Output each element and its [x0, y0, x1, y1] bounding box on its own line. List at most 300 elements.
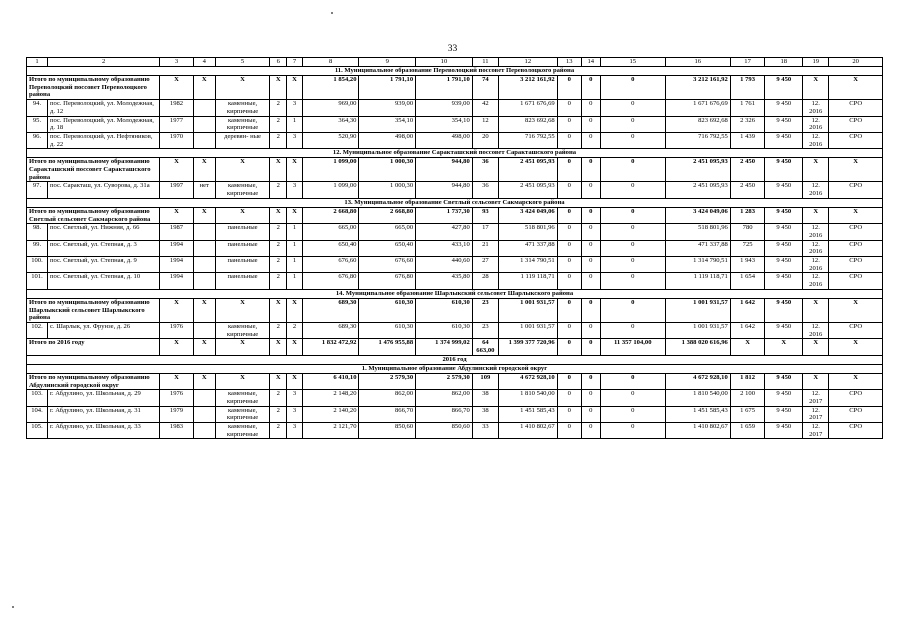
total-cell: X: [829, 339, 883, 355]
data-cell: 866,70: [416, 406, 473, 422]
total-cell: 1 374 999,02: [416, 339, 473, 355]
table-row: [27, 132, 883, 148]
section-title: 11. Муниципальное образование Переволоцкий поссовет Переволоцкого района: [27, 67, 883, 76]
data-cell: 1 642: [730, 322, 765, 338]
total-cell: X: [287, 158, 303, 182]
total-cell: 0: [581, 158, 600, 182]
column-number: 15: [600, 58, 665, 67]
total-cell: X: [829, 207, 883, 223]
total-cell: X: [270, 373, 287, 389]
data-cell: 520,90: [302, 132, 359, 148]
total-cell: 3 424 049,06: [498, 207, 557, 223]
table-row: [27, 423, 883, 439]
total-label: Итого по муниципальному образованию Шарлыкский сельсовет Шарлыкского района: [27, 298, 160, 322]
total-cell: X: [215, 158, 270, 182]
data-cell: [193, 224, 215, 240]
row-number: 105.: [27, 423, 48, 439]
data-cell: 1: [287, 257, 303, 273]
data-cell: 2 140,20: [302, 406, 359, 422]
total-cell: 3 212 161,92: [665, 76, 730, 100]
total-cell: 2 450: [730, 158, 765, 182]
total-cell: X: [270, 158, 287, 182]
data-cell: 2 100: [730, 390, 765, 406]
scan-speck: [12, 606, 14, 608]
data-cell: 665,00: [302, 224, 359, 240]
total-cell: 2 579,30: [416, 373, 473, 389]
data-cell: 2 326: [730, 116, 765, 132]
column-number: 14: [581, 58, 600, 67]
total-cell: 2 668,80: [359, 207, 416, 223]
data-cell: каменные, кирпичные: [215, 100, 270, 116]
table-row: [27, 257, 883, 273]
data-cell: 0: [581, 116, 600, 132]
address-cell: г. Абдулино, ул. Школьная, д. 31: [47, 406, 159, 422]
data-cell: 2: [270, 273, 287, 289]
column-number: 3: [160, 58, 194, 67]
data-cell: 1 761: [730, 100, 765, 116]
table-row: [27, 240, 883, 256]
data-cell: 3: [287, 423, 303, 439]
total-cell: 0: [581, 339, 600, 355]
data-cell: 1 439: [730, 132, 765, 148]
data-cell: 2: [287, 322, 303, 338]
total-cell: X: [829, 158, 883, 182]
data-cell: 1987: [160, 224, 194, 240]
address-cell: с. Шарлык, ул. Фрунзе, д. 26: [47, 322, 159, 338]
address-cell: г. Абдулино, ул. Школьная, д. 29: [47, 390, 159, 406]
section-title: 14. Муниципальное образование Шарлыкский сельсовет Шарлыкского района: [27, 289, 883, 298]
column-number: 11: [472, 58, 498, 67]
row-number: 97.: [27, 182, 48, 198]
data-cell: 716 792,55: [498, 132, 557, 148]
data-cell: СРО: [829, 423, 883, 439]
total-cell: X: [193, 207, 215, 223]
data-cell: 27: [472, 257, 498, 273]
total-cell: X: [193, 373, 215, 389]
data-cell: панельные: [215, 273, 270, 289]
data-cell: 12. 2016: [803, 132, 829, 148]
data-cell: [193, 423, 215, 439]
grand-total-row: [27, 339, 883, 355]
total-cell: 0: [600, 76, 665, 100]
data-cell: 0: [581, 423, 600, 439]
data-cell: 0: [581, 100, 600, 116]
total-cell: 1 001 931,57: [665, 298, 730, 322]
data-cell: 1977: [160, 116, 194, 132]
data-cell: 862,00: [416, 390, 473, 406]
data-cell: 1 671 676,69: [665, 100, 730, 116]
data-cell: 2: [270, 423, 287, 439]
total-cell: 2 451 095,93: [665, 158, 730, 182]
data-cell: [193, 390, 215, 406]
total-cell: 2 668,80: [302, 207, 359, 223]
section-title: 12. Муниципальное образование Саракташский поссовет Саракташского района: [27, 149, 883, 158]
data-cell: 1 654: [730, 273, 765, 289]
data-cell: СРО: [829, 182, 883, 198]
column-number: 7: [287, 58, 303, 67]
total-cell: X: [270, 76, 287, 100]
column-number: 13: [557, 58, 581, 67]
section-title: 1. Муниципальное образование Абдулинский городской округ: [27, 364, 883, 373]
total-cell: 1 476 955,88: [359, 339, 416, 355]
data-cell: 0: [600, 132, 665, 148]
row-number: 99.: [27, 240, 48, 256]
total-cell: X: [287, 76, 303, 100]
data-cell: 0: [557, 132, 581, 148]
data-cell: 2 148,20: [302, 390, 359, 406]
total-cell: 1 642: [730, 298, 765, 322]
total-cell: X: [160, 298, 194, 322]
data-cell: 0: [557, 116, 581, 132]
data-cell: 42: [472, 100, 498, 116]
data-cell: 0: [600, 273, 665, 289]
total-cell: 0: [600, 373, 665, 389]
total-cell: X: [193, 339, 215, 355]
total-cell: X: [270, 298, 287, 322]
column-number: 20: [829, 58, 883, 67]
data-cell: 3: [287, 100, 303, 116]
total-cell: X: [829, 298, 883, 322]
data-cell: 1994: [160, 240, 194, 256]
total-cell: X: [730, 339, 765, 355]
data-cell: 0: [581, 224, 600, 240]
column-number: 12: [498, 58, 557, 67]
data-cell: 12. 2016: [803, 224, 829, 240]
total-cell: 1 000,30: [359, 158, 416, 182]
data-cell: СРО: [829, 240, 883, 256]
total-cell: X: [160, 158, 194, 182]
column-number: 6: [270, 58, 287, 67]
address-cell: пос. Саракташ, ул. Суворова, д. 31а: [47, 182, 159, 198]
column-number: 4: [193, 58, 215, 67]
total-cell: 64 663,00: [472, 339, 498, 355]
data-cell: 0: [600, 116, 665, 132]
data-cell: 0: [600, 390, 665, 406]
subtotal-row: [27, 207, 883, 223]
total-cell: 3 212 161,92: [498, 76, 557, 100]
total-cell: X: [287, 373, 303, 389]
total-cell: 0: [557, 298, 581, 322]
data-cell: 0: [581, 240, 600, 256]
data-cell: 823 692,68: [665, 116, 730, 132]
data-cell: 12. 2016: [803, 100, 829, 116]
data-cell: 0: [581, 257, 600, 273]
table-row: [27, 406, 883, 422]
total-cell: 1 812: [730, 373, 765, 389]
data-cell: 9 450: [765, 406, 803, 422]
data-cell: 944,80: [416, 182, 473, 198]
data-cell: [193, 240, 215, 256]
address-cell: пос. Светлый, ул. Степная, д. 3: [47, 240, 159, 256]
total-cell: X: [160, 373, 194, 389]
total-cell: 944,80: [416, 158, 473, 182]
address-cell: г. Абдулино, ул. Школьная, д. 33: [47, 423, 159, 439]
column-number: 2: [47, 58, 159, 67]
total-cell: 0: [600, 158, 665, 182]
data-cell: 1 943: [730, 257, 765, 273]
total-cell: X: [287, 298, 303, 322]
data-cell: 676,60: [359, 257, 416, 273]
data-cell: 0: [600, 406, 665, 422]
data-cell: 823 692,68: [498, 116, 557, 132]
data-cell: 12. 2016: [803, 182, 829, 198]
total-cell: X: [215, 298, 270, 322]
data-cell: 2: [270, 116, 287, 132]
data-cell: панельные: [215, 257, 270, 273]
data-cell: 471 337,88: [665, 240, 730, 256]
data-cell: 2: [270, 322, 287, 338]
data-cell: 610,30: [416, 322, 473, 338]
data-cell: 12. 2016: [803, 257, 829, 273]
data-cell: каменные, кирпичные: [215, 423, 270, 439]
data-cell: 38: [472, 390, 498, 406]
total-cell: 1 793: [730, 76, 765, 100]
data-cell: 650,40: [302, 240, 359, 256]
data-cell: 2: [270, 390, 287, 406]
total-cell: 1 791,10: [416, 76, 473, 100]
data-cell: 9 450: [765, 182, 803, 198]
data-cell: 2: [270, 406, 287, 422]
row-number: 94.: [27, 100, 48, 116]
data-cell: 498,00: [359, 132, 416, 148]
data-cell: СРО: [829, 390, 883, 406]
total-cell: 9 450: [765, 76, 803, 100]
total-cell: X: [803, 76, 829, 100]
data-cell: 12. 2016: [803, 240, 829, 256]
data-cell: 0: [581, 132, 600, 148]
data-cell: 0: [557, 224, 581, 240]
row-number: 104.: [27, 406, 48, 422]
data-cell: 12. 2017: [803, 406, 829, 422]
data-cell: СРО: [829, 116, 883, 132]
data-cell: 1 451 585,43: [665, 406, 730, 422]
total-cell: 9 450: [765, 158, 803, 182]
total-cell: X: [803, 207, 829, 223]
total-cell: 9 450: [765, 373, 803, 389]
total-cell: X: [215, 339, 270, 355]
total-cell: X: [160, 207, 194, 223]
total-cell: 0: [557, 373, 581, 389]
data-cell: каменные, кирпичные: [215, 390, 270, 406]
total-cell: 1 001 931,57: [498, 298, 557, 322]
data-cell: [193, 322, 215, 338]
data-cell: 1: [287, 116, 303, 132]
column-number: 9: [359, 58, 416, 67]
total-cell: 1 283: [730, 207, 765, 223]
data-cell: 1 001 931,57: [665, 322, 730, 338]
data-cell: 17: [472, 224, 498, 240]
total-cell: 689,30: [302, 298, 359, 322]
row-number: 101.: [27, 273, 48, 289]
total-cell: 109: [472, 373, 498, 389]
data-cell: 1 810 540,00: [498, 390, 557, 406]
data-cell: 1 810 540,00: [665, 390, 730, 406]
data-cell: 780: [730, 224, 765, 240]
data-cell: 1 410 802,67: [498, 423, 557, 439]
total-cell: 0: [581, 373, 600, 389]
data-cell: 1 659: [730, 423, 765, 439]
data-cell: нет: [193, 182, 215, 198]
data-cell: 1979: [160, 406, 194, 422]
data-cell: [193, 116, 215, 132]
data-cell: 1 451 585,43: [498, 406, 557, 422]
table-row: [27, 273, 883, 289]
total-cell: X: [287, 207, 303, 223]
total-cell: X: [287, 339, 303, 355]
data-cell: 0: [581, 273, 600, 289]
section-header-row: [27, 289, 883, 298]
total-cell: X: [270, 207, 287, 223]
section-header-row: [27, 355, 883, 364]
total-cell: 11 357 104,00: [600, 339, 665, 355]
section-header-row: [27, 67, 883, 76]
total-cell: 36: [472, 158, 498, 182]
data-cell: 2 450: [730, 182, 765, 198]
data-cell: 1: [287, 273, 303, 289]
total-label: Итого по муниципальному образованию Абдулинский городской округ: [27, 373, 160, 389]
data-cell: 1970: [160, 132, 194, 148]
total-cell: 6 410,10: [302, 373, 359, 389]
data-cell: СРО: [829, 132, 883, 148]
data-cell: 12. 2016: [803, 116, 829, 132]
total-cell: X: [765, 339, 803, 355]
data-cell: 440,60: [416, 257, 473, 273]
address-cell: пос. Светлый, ул. Степная, д. 10: [47, 273, 159, 289]
table-row: [27, 116, 883, 132]
section-title: 13. Муниципальное образование Светлый сельсовет Сакмарского района: [27, 198, 883, 207]
data-cell: 3: [287, 390, 303, 406]
data-cell: 1976: [160, 322, 194, 338]
total-cell: 0: [581, 298, 600, 322]
data-cell: 364,30: [302, 116, 359, 132]
data-cell: 9 450: [765, 273, 803, 289]
data-cell: 0: [600, 182, 665, 198]
data-cell: 9 450: [765, 257, 803, 273]
table-row: [27, 322, 883, 338]
data-cell: 0: [581, 182, 600, 198]
data-cell: СРО: [829, 273, 883, 289]
data-cell: 21: [472, 240, 498, 256]
row-number: 103.: [27, 390, 48, 406]
data-cell: 1 099,00: [302, 182, 359, 198]
data-cell: панельные: [215, 224, 270, 240]
total-cell: 93: [472, 207, 498, 223]
data-cell: СРО: [829, 100, 883, 116]
data-cell: 2: [270, 257, 287, 273]
data-cell: 9 450: [765, 116, 803, 132]
data-cell: 435,80: [416, 273, 473, 289]
total-cell: 3 424 049,06: [665, 207, 730, 223]
data-cell: [193, 257, 215, 273]
section-header-row: [27, 149, 883, 158]
subtotal-row: [27, 298, 883, 322]
data-cell: 0: [557, 240, 581, 256]
column-number: 8: [302, 58, 359, 67]
data-cell: 862,00: [359, 390, 416, 406]
data-cell: 2 451 095,93: [665, 182, 730, 198]
data-cell: 9 450: [765, 240, 803, 256]
total-label: Итого по муниципальному образованию Саракташский поссовет Саракташского района: [27, 158, 160, 182]
row-number: 100.: [27, 257, 48, 273]
data-cell: 518 801,96: [498, 224, 557, 240]
table-row: [27, 390, 883, 406]
total-cell: X: [160, 76, 194, 100]
data-cell: 9 450: [765, 224, 803, 240]
data-cell: 676,80: [359, 273, 416, 289]
total-cell: X: [215, 76, 270, 100]
data-cell: 1976: [160, 390, 194, 406]
data-cell: 0: [557, 273, 581, 289]
data-cell: 0: [600, 224, 665, 240]
data-cell: 939,00: [359, 100, 416, 116]
data-cell: 2: [270, 100, 287, 116]
total-cell: X: [803, 158, 829, 182]
data-cell: 610,30: [359, 322, 416, 338]
data-cell: 3: [287, 182, 303, 198]
data-cell: СРО: [829, 406, 883, 422]
total-cell: 23: [472, 298, 498, 322]
row-number: 95.: [27, 116, 48, 132]
total-cell: X: [803, 339, 829, 355]
data-cell: 676,60: [302, 257, 359, 273]
address-cell: пос. Переволоцкий, ул. Молодежная, д. 18: [47, 116, 159, 132]
data-cell: 2 451 095,93: [498, 182, 557, 198]
total-cell: 0: [557, 158, 581, 182]
total-label: Итого по муниципальному образованию Светлый сельсовет Сакмарского района: [27, 207, 160, 223]
data-cell: [193, 132, 215, 148]
data-cell: 1 314 790,51: [665, 257, 730, 273]
column-number-row: [27, 58, 883, 67]
total-cell: 1 737,30: [416, 207, 473, 223]
total-cell: 1 099,00: [302, 158, 359, 182]
data-cell: СРО: [829, 224, 883, 240]
total-cell: 1 854,20: [302, 76, 359, 100]
data-cell: 354,10: [359, 116, 416, 132]
column-number: 18: [765, 58, 803, 67]
data-cell: 498,00: [416, 132, 473, 148]
total-cell: 1 399 377 720,96: [498, 339, 557, 355]
subtotal-row: [27, 76, 883, 100]
data-cell: 2: [270, 240, 287, 256]
data-cell: СРО: [829, 322, 883, 338]
data-cell: 939,00: [416, 100, 473, 116]
data-cell: 0: [581, 390, 600, 406]
subtotal-row: [27, 373, 883, 389]
data-cell: 9 450: [765, 132, 803, 148]
total-cell: 0: [581, 207, 600, 223]
data-cell: 0: [557, 406, 581, 422]
total-cell: 0: [557, 207, 581, 223]
data-cell: 20: [472, 132, 498, 148]
data-cell: 3: [287, 132, 303, 148]
total-cell: 74: [472, 76, 498, 100]
section-header-row: [27, 364, 883, 373]
data-cell: 665,00: [359, 224, 416, 240]
data-cell: 1994: [160, 273, 194, 289]
data-cell: 0: [600, 423, 665, 439]
data-cell: 12. 2016: [803, 322, 829, 338]
total-cell: X: [803, 373, 829, 389]
row-number: 96.: [27, 132, 48, 148]
total-cell: 0: [600, 207, 665, 223]
data-cell: 518 801,96: [665, 224, 730, 240]
data-cell: 427,80: [416, 224, 473, 240]
table-row: [27, 100, 883, 116]
data-cell: каменные, кирпичные: [215, 182, 270, 198]
total-cell: X: [829, 373, 883, 389]
total-cell: 9 450: [765, 298, 803, 322]
total-cell: X: [193, 298, 215, 322]
